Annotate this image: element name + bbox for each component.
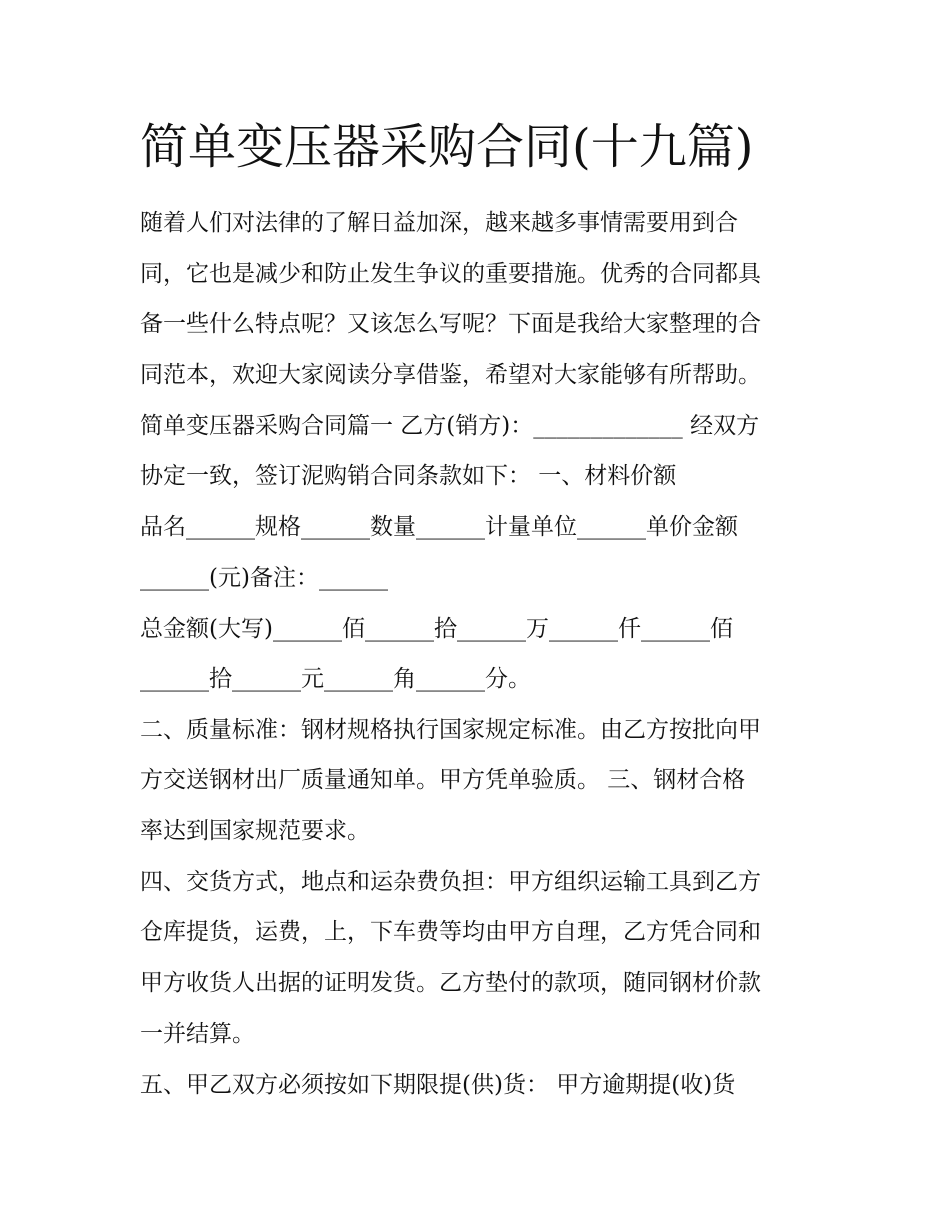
text-line-13: 率达到国家规范要求。: [140, 818, 370, 844]
text-line-1: 随着人们对法律的了解日益加深，越来越多事情需要用到合: [140, 210, 738, 236]
text-line-2: 同，它也是减少和防止发生争议的重要措施。优秀的合同都具: [140, 261, 761, 287]
text-line-18: 五、甲乙双方必须按如下期限提(供)货： 甲方逾期提(收)货: [140, 1072, 736, 1098]
text-line-8: ______(元)备注：______: [140, 565, 388, 591]
text-line-16: 甲方收货人出据的证明发货。乙方垫付的款项，随同钢材价款: [140, 970, 761, 996]
text-line-9: 总金额(大写)______佰______拾______万______仟______佰: [140, 616, 733, 642]
text-line-5: 简单变压器采购合同篇一 乙方(销方)：_____________ 经双方: [140, 413, 760, 439]
text-line-3: 备一些什么特点呢？又该怎么写呢？下面是我给大家整理的合: [140, 311, 761, 337]
text-line-15: 仓库提货，运费，上，下车费等均由甲方自理，乙方凭合同和: [140, 919, 761, 945]
text-line-14: 四、交货方式，地点和运杂费负担：甲方组织运输工具到乙方: [140, 869, 761, 895]
text-line-10: ______拾______元______角______分。: [140, 666, 531, 692]
text-line-12: 方交送钢材出厂质量通知单。甲方凭单验质。 三、钢材合格: [140, 767, 746, 793]
text-line-4: 同范本，欢迎大家阅读分享借鉴，希望对大家能够有所帮助。: [140, 362, 761, 388]
text-line-7: 品名______规格______数量______计量单位______单价金额: [140, 514, 738, 540]
text-line-6: 协定一致，签订泥购销合同条款如下： 一、材料价额: [140, 463, 677, 489]
text-line-17: 一并结算。: [140, 1021, 255, 1047]
text-line-11: 二、质量标准：钢材规格执行国家规定标准。由乙方按批向甲: [140, 717, 761, 743]
document-title: 简单变压器采购合同(十九篇): [140, 119, 754, 175]
